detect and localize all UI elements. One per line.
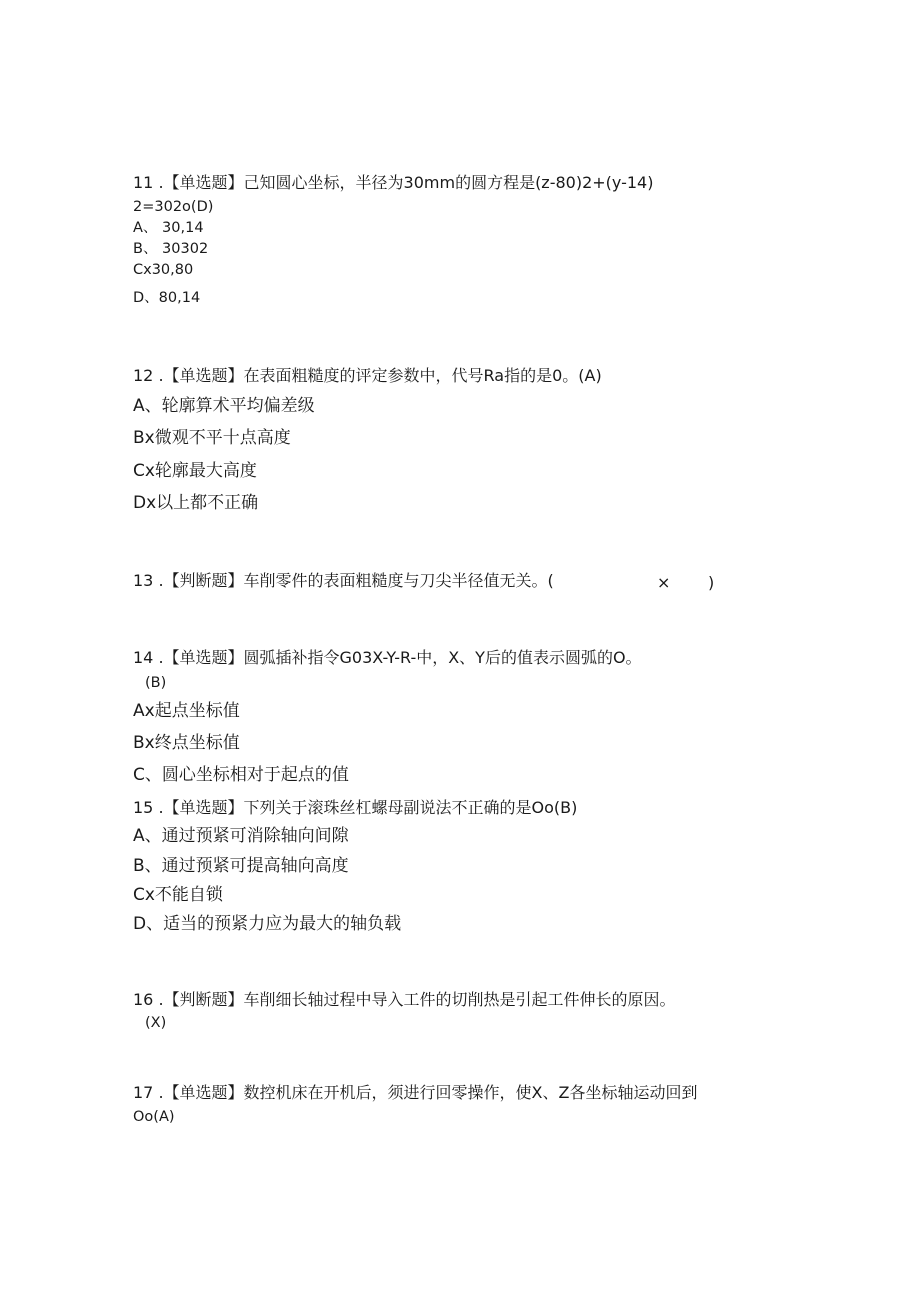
- question-13-answer-mark: ×: [657, 573, 671, 592]
- question-15-option-b: B、通过预紧可提高轴向高度: [133, 856, 349, 876]
- question-14-option-b: Bx终点坐标值: [133, 733, 240, 753]
- question-11-option-d: D、80,14: [133, 290, 201, 306]
- question-15-option-c: Cx不能自锁: [133, 885, 223, 905]
- question-17-stem: 17 .【单选题】数控机床在开机后，须进行回零操作，使X、Z各坐标轴运动回到: [133, 1083, 698, 1102]
- question-11-option-b: B、 30302: [133, 241, 209, 257]
- question-14-option-a: Ax起点坐标值: [133, 701, 240, 721]
- question-11-option-a: A、 30,14: [133, 220, 204, 236]
- question-16-stem: 16 .【判断题】车削细长轴过程中导入工件的切削热是引起工件伸长的原因。: [133, 990, 676, 1009]
- question-14-option-c: C、圆心坐标相对于起点的值: [133, 765, 349, 785]
- question-12-stem: 12 .【单选题】在表面粗糙度的评定参数中，代号Ra指的是0。(A): [133, 366, 602, 385]
- question-11-stem-cont: 2=302o(D): [133, 199, 214, 215]
- question-13-close-paren: ): [708, 573, 715, 592]
- question-13-stem: 13 .【判断题】车削零件的表面粗糙度与刀尖半径值无关。(: [133, 571, 554, 590]
- question-11-option-c: Cx30,80: [133, 262, 194, 278]
- question-15-option-d: D、适当的预紧力应为最大的轴负载: [133, 914, 402, 934]
- question-16-answer: (X): [145, 1015, 167, 1031]
- question-12-option-d: Dx以上都不正确: [133, 493, 259, 513]
- question-14-answer: (B): [145, 675, 167, 691]
- question-12-option-b: Bx微观不平十点高度: [133, 428, 291, 448]
- question-17-stem-cont: Oo(A): [133, 1109, 175, 1125]
- question-14-stem: 14 .【单选题】圆弧插补指令G03X-Y-R-中，X、Y后的值表示圆弧的O。: [133, 648, 642, 667]
- question-12-option-a: A、轮廓算术平均偏差级: [133, 396, 315, 416]
- question-15-option-a: A、通过预紧可消除轴向间隙: [133, 826, 349, 846]
- question-15-stem: 15 .【单选题】下列关于滚珠丝杠螺母副说法不正确的是Oo(B): [133, 798, 578, 817]
- question-12-option-c: Cx轮廓最大高度: [133, 461, 257, 481]
- question-11-stem: 11 .【单选题】己知圆心坐标，半径为30mm的圆方程是(z-80)2+(y-14): [133, 173, 654, 192]
